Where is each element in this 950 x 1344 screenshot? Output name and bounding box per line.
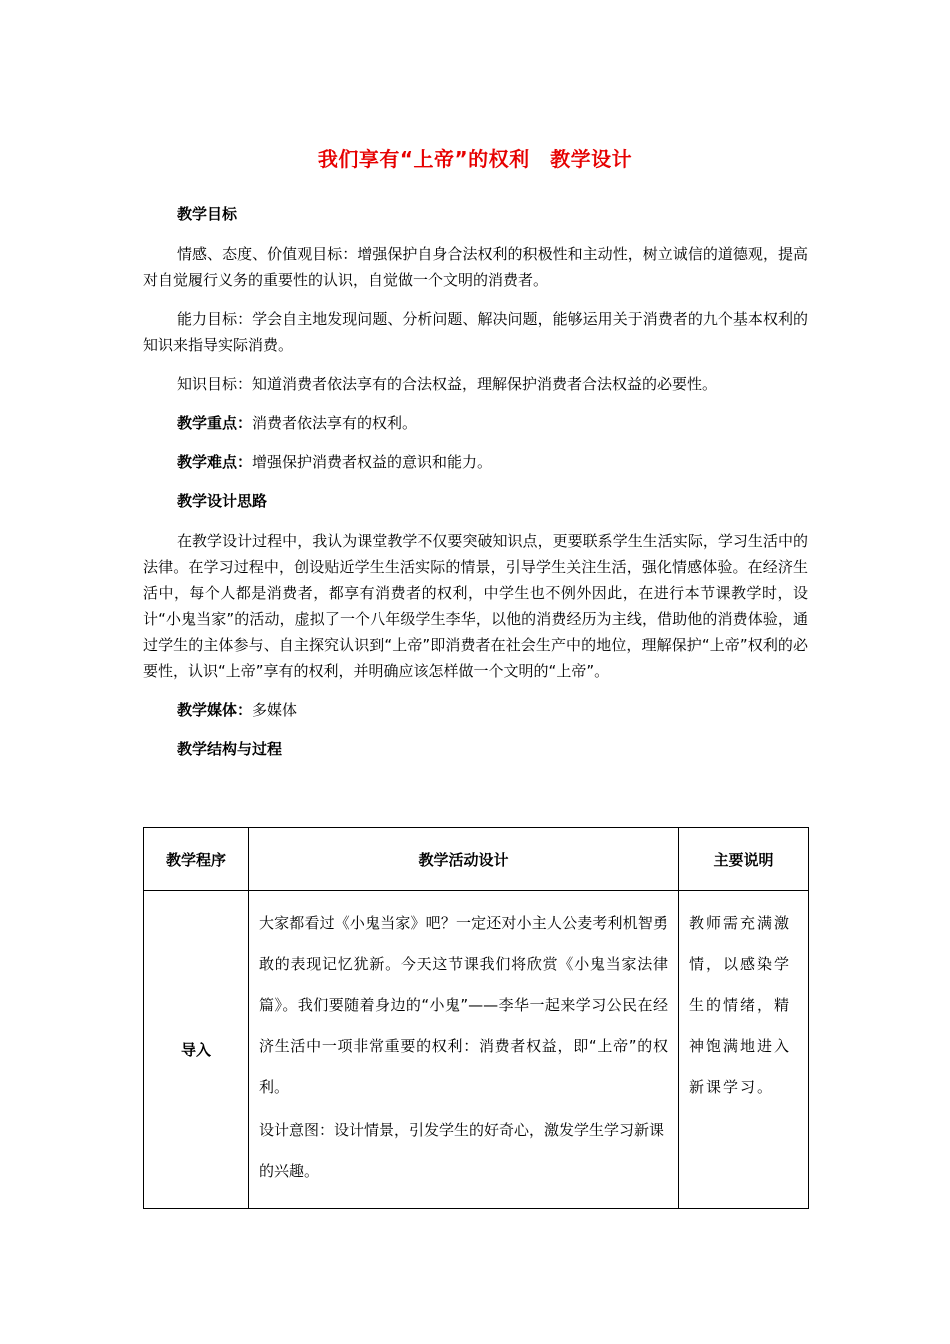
knowledge-goal-paragraph: 知识目标：知道消费者依法享有的合法权益，理解保护消费者合法权益的必要性。 <box>177 375 718 393</box>
header-activity: 教学活动设计 <box>249 828 679 891</box>
header-procedure: 教学程序 <box>144 828 249 891</box>
activity-text: 大家都看过《小鬼当家》吧？一定还对小主人公麦考利机智勇敢的表现记忆犹新。今天这节课我们将欣赏《小鬼当家法律篇》。我们要随着身边的“小鬼”——李华一起来学习公民在经济生活中一项非常重要的权利：消费者权益，即“上帝”的权利。 <box>259 914 668 1096</box>
difficult-point-label: 教学难点： <box>177 453 253 471</box>
key-point-paragraph <box>143 410 808 436</box>
activity-cell <box>249 891 679 1209</box>
key-point-text: 消费者依法享有的权利。 <box>252 414 418 432</box>
media-text: 多媒体 <box>252 701 298 719</box>
key-point-label: 教学重点： <box>177 414 253 432</box>
goals-heading: 教学目标 <box>177 205 238 223</box>
procedure-cell: 导入 <box>144 891 249 1209</box>
media-paragraph <box>143 697 808 723</box>
table-row <box>144 891 809 1209</box>
document-body <box>143 201 808 776</box>
design-intent-text: 设计意图：设计情景，引发学生的好奇心，激发学生学习新课的兴趣。 <box>259 1121 665 1180</box>
header-note: 主要说明 <box>679 828 809 891</box>
emotion-goal-paragraph: 情感、态度、价值观目标：增强保护自身合法权利的积极性和主动性，树立诚信的道德观，提高对自觉履行义务的重要性的认识，自觉做一个文明的消费者。 <box>143 245 808 289</box>
structure-heading: 教学结构与过程 <box>177 740 283 758</box>
ability-goal-paragraph: 能力目标：学会自主地发现问题、分析问题、解决问题，能够运用关于消费者的九个基本权利的知识来指导实际消费。 <box>143 310 808 354</box>
process-table <box>143 827 809 1209</box>
design-heading: 教学设计思路 <box>177 492 268 510</box>
note-cell: 教师需充满激情，以感染学生的情绪，精神饱满地进入新课学习。 <box>679 891 809 1209</box>
table-header-row <box>144 828 809 891</box>
design-paragraph: 在教学设计过程中，我认为课堂教学不仅要突破知识点，更要联系学生生活实际，学习生活中的法律。在学习过程中，创设贴近学生生活实际的情景，引导学生关注生活，强化情感体验。在经济生活中，每个人都是消费者，都享有消费者的权利，中学生也不例外因此，在进行本节课教学时，设计“小鬼当家”的活动，虚拟了一个八年级学生李华，以他的消费经历为主线，借助他的消费体验，通过学生的主体参与、自主探究认识到“上帝”即消费者在社会生产中的地位，理解保护“上帝”权利的必要性，认识“上帝”享有的权利，并明确应该怎样做一个文明的“上帝”。 <box>143 532 808 680</box>
difficult-point-text: 增强保护消费者权益的意识和能力。 <box>252 453 493 471</box>
media-label: 教学媒体： <box>177 701 253 719</box>
difficult-point-paragraph <box>143 449 808 475</box>
document-title: 我们享有“上帝”的权利 教学设计 <box>317 147 633 171</box>
